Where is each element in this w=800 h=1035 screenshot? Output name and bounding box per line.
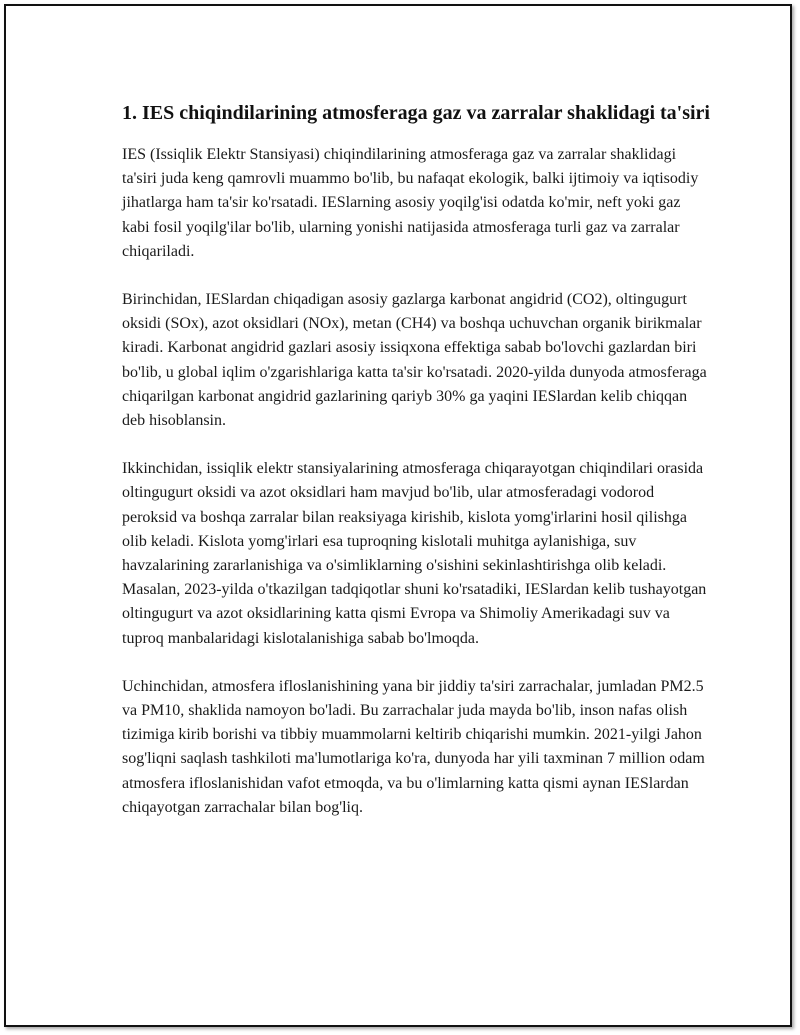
section-heading: 1. IES chiqindilarining atmosferaga gaz va zarralar shaklidagi ta'siri: [122, 102, 710, 124]
paragraph-first: Birinchidan, IESlardan chiqadigan asosiy gazlarga karbonat angidrid (CO2), oltingugurt oksidi (SOx), azot oksidlari (NOx), metan (CH4) va boshqa uchuvchan organik birikmalar kiradi. Karbonat angidrid gazlari asosiy issiqxona effektiga sabab bo'lovchi gazlardan biri bo'lib, u global iqlim o'zgarishlariga katta ta'sir ko'rsatadi. 2020-yilda dunyoda atmosferaga chiqarilgan karbonat angidrid gazlarining qariyb 30% ga yaqini IESlardan kelib chiqqan deb hisoblansin.: [122, 291, 707, 430]
document-page: [4, 4, 792, 1027]
paragraph-intro: IES (Issiqlik Elektr Stansiyasi) chiqindilarining atmosferaga gaz va zarralar shaklidagi ta'siri juda keng qamrovli muammo bo'lib, bu nafaqat ekologik, balki ijtimoiy va iqtisodiy jihatlarga ham ta'sir ko'rsatadi. IESlarning asosiy yoqilg'isi odatda ko'mir, neft yoki gaz kabi fosil yoqilg'ilar bo'lib, ularning yonishi natijasida atmosferaga turli gaz va zarralar chiqariladi.: [122, 146, 699, 260]
paragraph-second: Ikkinchidan, issiqlik elektr stansiyalarining atmosferaga chiqarayotgan chiqindilari orasida oltingugurt oksidi va azot oksidlari ham mavjud bo'lib, ular atmosferadagi vodorod peroksid va boshqa zarralar bilan reaksiyaga kirishib, kislota yomg'irlarini hosil qilishga olib keladi. Kislota yomg'irlari esa tuproqning kislotali muhitga aylanishiga, suv havzalarining zararlanishiga va o'simliklarning o'sishini sekinlashtirishga olib keladi. Masalan, 2023-yilda o'tkazilgan tadqiqotlar shuni ko'rsatadiki, IESlardan kelib tushayotgan oltingugurt va azot oksidlarining katta qismi Evropa va Shimoliy Amerikadagi suv va tuproq manbalaridagi kislotalanishiga sabab bo'lmoqda.: [122, 460, 707, 647]
paragraph-third: Uchinchidan, atmosfera ifloslanishining yana bir jiddiy ta'siri zarrachalar, jumladan PM2.5 va PM10, shaklida namoyon bo'ladi. Bu zarrachalar juda mayda bo'lib, inson nafas olish tizimiga kirib borishi va tibbiy muammolarni keltirib chiqarishi mumkin. 2021-yilgi Jahon sog'liqni saqlash tashkiloti ma'lumotlariga ko'ra, dunyoda har yili taxminan 7 million odam atmosfera ifloslanishidan vafot etmoqda, va bu o'limlarning katta qismi aynan IESlardan chiqayotgan zarrachalar bilan bog'liq.: [122, 677, 705, 816]
document-content: [122, 99, 712, 844]
